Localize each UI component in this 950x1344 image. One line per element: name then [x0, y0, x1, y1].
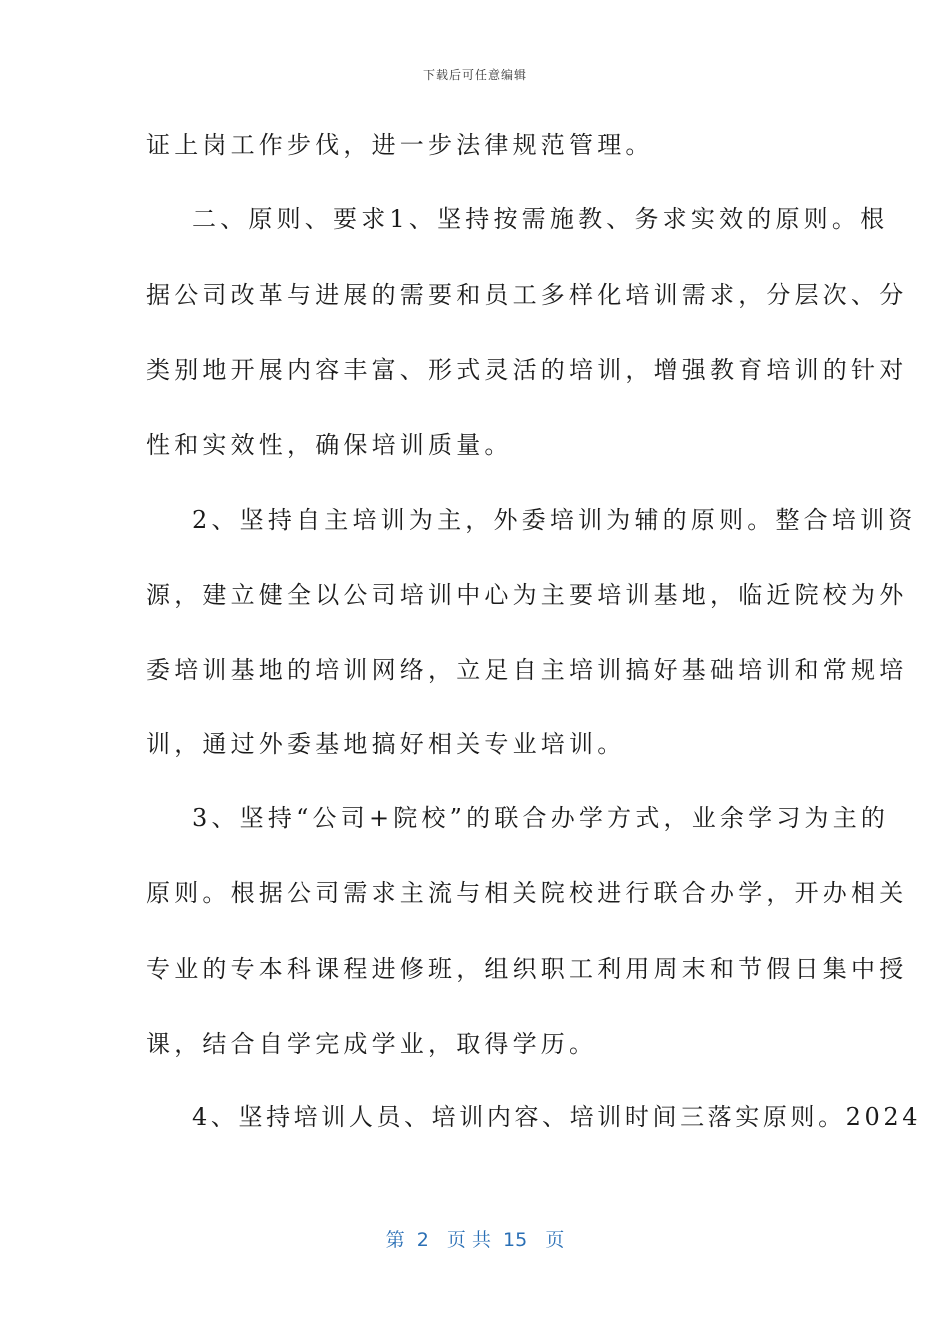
- body-line: 委培训基地的培训网络，立足自主培训搞好基础培训和常规培: [146, 656, 908, 684]
- body-line: 源，建立健全以公司培训中心为主要培训基地，临近院校为外: [146, 581, 908, 609]
- body-line: 据公司改革与进展的需要和员工多样化培训需求，分层次、分: [146, 281, 908, 309]
- body-line: 二、原则、要求1、坚持按需施教、务求实效的原则。根: [192, 205, 889, 233]
- body-line: 性和实效性，确保培训质量。: [146, 431, 513, 459]
- body-line: 课，结合自学完成学业，取得学历。: [146, 1030, 598, 1058]
- body-line: 4、坚持培训人员、培训内容、培训时间三落实原则。2024: [192, 1103, 922, 1131]
- body-line: 3、坚持“公司+院校”的联合办学方式，业余学习为主的: [192, 804, 890, 832]
- body-line: 2、坚持自主培训为主，外委培训为辅的原则。整合培训资: [192, 506, 917, 534]
- body-line: 类别地开展内容丰富、形式灵活的培训，增强教育培训的针对: [146, 356, 908, 384]
- body-line: 专业的专本科课程进修班，组织职工利用周末和节假日集中授: [146, 955, 908, 983]
- body-line: 训，通过外委基地搞好相关专业培训。: [146, 730, 626, 758]
- body-line: 证上岗工作步伐，进一步法律规范管理。: [146, 131, 654, 159]
- header-note: 下载后可任意编辑: [422, 68, 527, 82]
- body-line: 原则。根据公司需求主流与相关院校进行联合办学，开办相关: [146, 879, 908, 907]
- page-number-footer: 第 2 页 共 15 页: [385, 1229, 565, 1251]
